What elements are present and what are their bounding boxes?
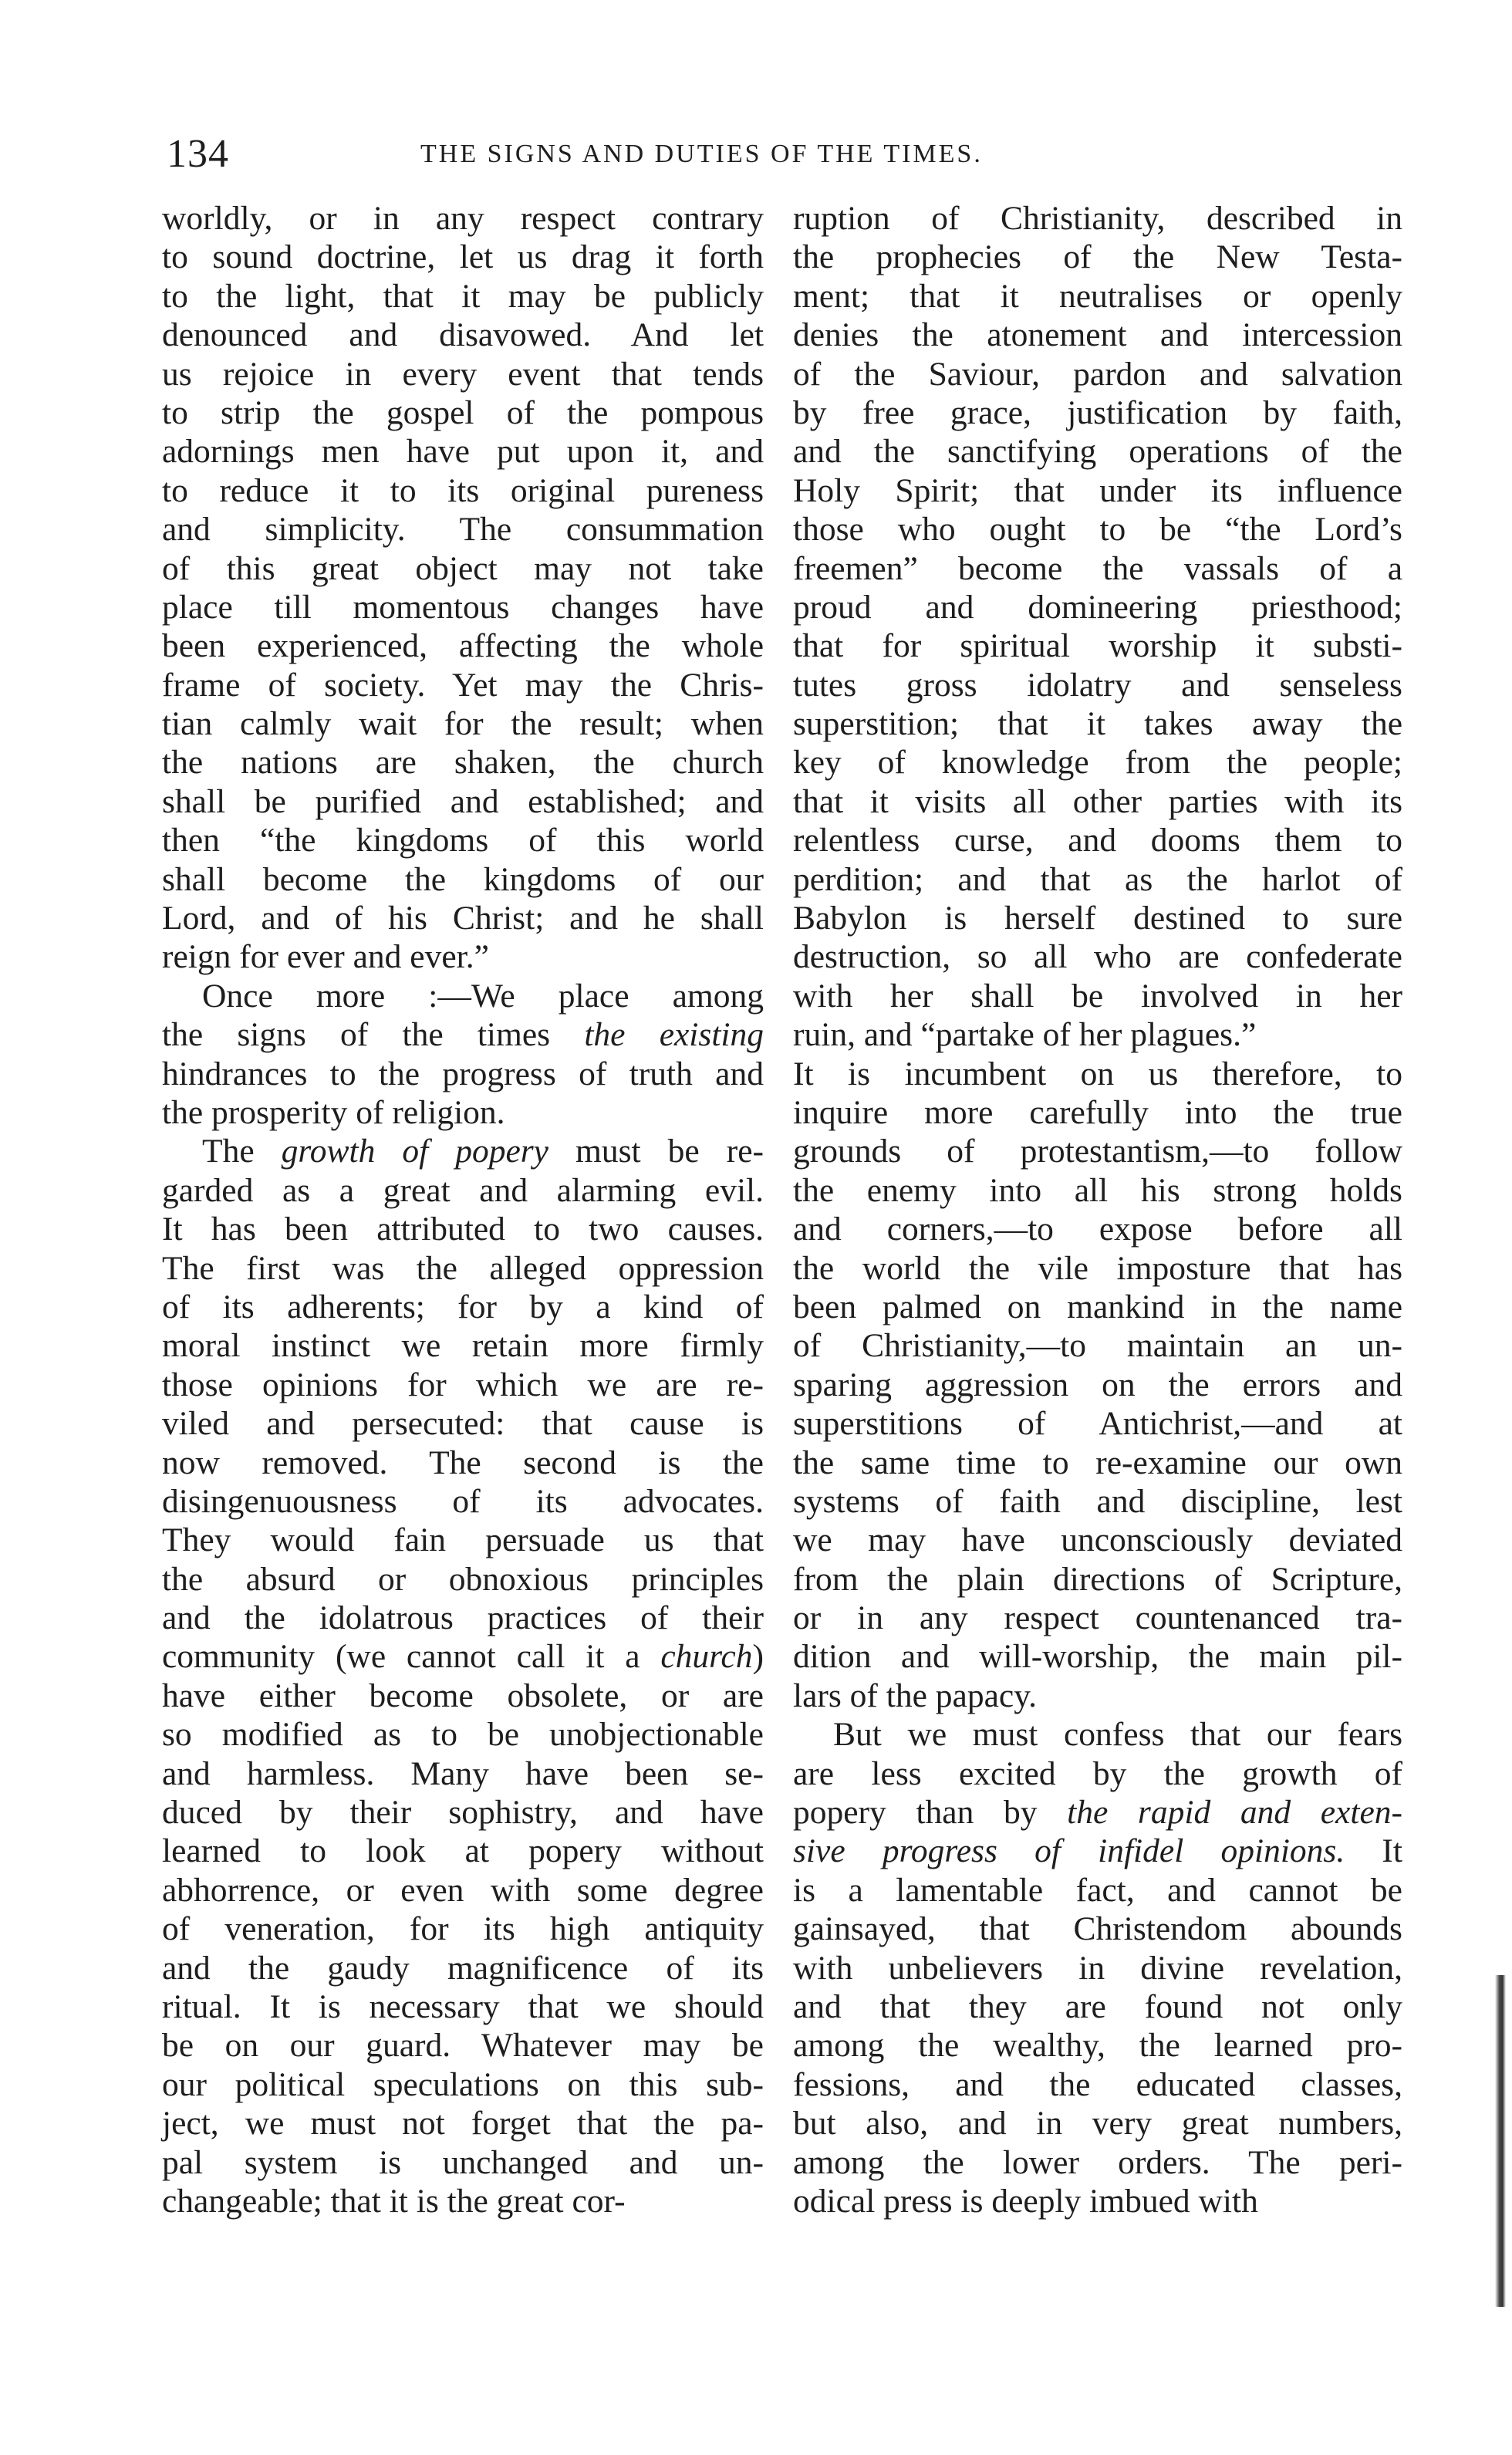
text-line xyxy=(162,1055,764,1093)
text-run: of its adherents; for by a kind of xyxy=(162,1288,764,1325)
text-line xyxy=(162,199,764,238)
text-line xyxy=(793,1444,1402,1482)
text-run: and harmless. Many have been se- xyxy=(162,1754,764,1792)
text-run: tian calmly wait for the result; when xyxy=(162,705,764,743)
text-run: the enemy into all his strong holds xyxy=(793,1171,1402,1209)
text-run: proud and domineering priesthood; xyxy=(793,588,1402,626)
text-run: garded as a great and alarming evil. xyxy=(162,1171,764,1209)
text-run: gainsayed, that Christendom abounds xyxy=(793,1910,1402,1948)
text-run: must be re- xyxy=(548,1133,764,1170)
text-line xyxy=(793,1832,1402,1870)
text-run: It xyxy=(1345,1832,1402,1870)
text-line xyxy=(793,1987,1402,2026)
text-line xyxy=(793,238,1402,276)
text-line xyxy=(793,316,1402,354)
text-run: shall be purified and established; and xyxy=(162,782,764,820)
text-line xyxy=(793,704,1402,743)
text-run: denies the atonement and intercession xyxy=(793,316,1402,354)
text-line xyxy=(162,1754,764,1793)
text-run: our political speculations on this sub- xyxy=(162,2065,764,2103)
text-line xyxy=(162,743,764,782)
text-line xyxy=(793,1754,1402,1793)
text-run: to sound doctrine, let us drag it forth xyxy=(162,238,764,276)
text-line xyxy=(793,1871,1402,1910)
text-run: to the light, that it may be publicly xyxy=(162,277,764,315)
text-line xyxy=(162,1444,764,1482)
text-run: But we must confess that our fears xyxy=(833,1716,1402,1754)
text-line xyxy=(793,549,1402,588)
text-run: and the idolatrous practices of their xyxy=(162,1599,764,1637)
text-line xyxy=(162,2143,764,2182)
text-run: of this great object may not take xyxy=(162,549,764,587)
text-run: to reduce it to its original pureness xyxy=(162,471,764,509)
text-run: then “the kingdoms of this world xyxy=(162,822,764,859)
italic-text: sive progress of infidel opinions. xyxy=(793,1832,1345,1870)
text-run: The xyxy=(202,1133,282,1170)
text-run: among the wealthy, the learned pro- xyxy=(793,2027,1402,2065)
text-line xyxy=(162,1366,764,1404)
text-run: place till momentous changes have xyxy=(162,588,764,626)
text-line xyxy=(162,432,764,471)
text-run: of veneration, for its high antiquity xyxy=(162,1910,764,1948)
italic-text: the existing xyxy=(584,1016,764,1054)
text-run: those who ought to be “the Lord’s xyxy=(793,511,1402,549)
text-line xyxy=(793,1949,1402,1987)
text-run: of the Saviour, pardon and salvation xyxy=(793,355,1402,393)
text-run: and the gaudy magnificence of its xyxy=(162,1949,764,1987)
text-run: duced by their sophistry, and have xyxy=(162,1794,764,1832)
text-line xyxy=(162,1171,764,1210)
text-run: the prophecies of the New Testa- xyxy=(793,238,1402,276)
text-line xyxy=(162,1793,764,1832)
text-line xyxy=(793,977,1402,1015)
text-line xyxy=(793,1793,1402,1832)
text-run: been experienced, affecting the whole xyxy=(162,627,764,665)
text-run: ritual. It is necessary that we should xyxy=(162,1987,764,2025)
text-run: with unbelievers in divine revelation, xyxy=(793,1949,1402,1987)
text-line xyxy=(793,899,1402,937)
text-line xyxy=(162,1987,764,2026)
text-run: Lord, and of his Christ; and he shall xyxy=(162,900,764,937)
text-run: viled and persecuted: that cause is xyxy=(162,1405,764,1443)
text-run: of Christianity,—to maintain an un- xyxy=(793,1327,1402,1365)
text-run: denounced and disavowed. And let xyxy=(162,316,764,354)
text-line xyxy=(162,1326,764,1365)
text-run: sparing aggression on the errors and xyxy=(793,1366,1402,1403)
text-line xyxy=(162,393,764,432)
text-line xyxy=(162,1871,764,1910)
text-line xyxy=(162,704,764,743)
text-line xyxy=(793,471,1402,510)
text-run: hindrances to the progress of truth and xyxy=(162,1055,764,1092)
text-line xyxy=(162,1949,764,1987)
text-run: frame of society. Yet may the Chris- xyxy=(162,666,764,704)
text-run: ject, we must not forget that the pa- xyxy=(162,2105,764,2143)
text-run: from the plain directions of Scripture, xyxy=(793,1560,1402,1598)
text-line xyxy=(793,743,1402,782)
left-text-column xyxy=(162,199,764,2220)
text-line xyxy=(162,1404,764,1443)
text-line xyxy=(162,2182,764,2220)
text-line xyxy=(793,1093,1402,1132)
text-run: worldly, or in any respect contrary xyxy=(162,200,764,237)
text-line xyxy=(162,937,764,976)
text-line xyxy=(162,782,764,821)
text-run: superstitions of Antichrist,—and at xyxy=(793,1405,1402,1443)
text-run: to strip the gospel of the pompous xyxy=(162,393,764,431)
text-line xyxy=(162,1910,764,1948)
text-run: disingenuousness of its advocates. xyxy=(162,1482,764,1520)
text-line xyxy=(162,626,764,665)
text-line xyxy=(793,1910,1402,1948)
text-run: They would fain persuade us that xyxy=(162,1521,764,1559)
text-run: ruption of Christianity, described in xyxy=(793,200,1402,237)
right-text-column xyxy=(793,199,1402,2220)
text-run: and simplicity. The consummation xyxy=(162,511,764,549)
running-head: THE SIGNS AND DUTIES OF THE TIMES. xyxy=(420,140,983,168)
text-line xyxy=(793,937,1402,976)
text-run: destruction, so all who are confederate xyxy=(793,938,1402,976)
text-run: and corners,—to expose before all xyxy=(793,1211,1402,1248)
text-line xyxy=(793,432,1402,471)
text-run: Once more :—We place among xyxy=(202,977,764,1015)
text-run: freemen” become the vassals of a xyxy=(793,549,1402,587)
text-line xyxy=(162,666,764,704)
binding-edge-shadow xyxy=(1495,1975,1506,2307)
text-run: the world the vile imposture that has xyxy=(793,1249,1402,1287)
text-run: reign for ever and ever.” xyxy=(162,938,489,976)
text-line xyxy=(162,1015,764,1054)
text-line xyxy=(793,1015,1402,1054)
text-line xyxy=(793,1132,1402,1170)
text-line xyxy=(162,471,764,510)
text-line xyxy=(793,1171,1402,1210)
text-line xyxy=(162,1832,764,1870)
text-run: It is incumbent on us therefore, to xyxy=(793,1055,1402,1092)
text-run: that it visits all other parties with its xyxy=(793,782,1402,820)
text-run: are less excited by the growth of xyxy=(793,1754,1402,1792)
text-line xyxy=(793,1404,1402,1443)
text-run: by free grace, justification by faith, xyxy=(793,393,1402,431)
text-line xyxy=(793,1326,1402,1365)
text-run: tutes gross idolatry and senseless xyxy=(793,666,1402,704)
text-line xyxy=(793,1560,1402,1599)
text-run: among the lower orders. The peri- xyxy=(793,2143,1402,2181)
text-line xyxy=(793,2104,1402,2143)
italic-text: growth of popery xyxy=(281,1133,548,1170)
text-line xyxy=(793,1482,1402,1521)
text-run: learned to look at popery without xyxy=(162,1832,764,1870)
text-line xyxy=(162,1560,764,1599)
text-line xyxy=(162,510,764,549)
text-run: and the sanctifying operations of the xyxy=(793,433,1402,471)
text-line xyxy=(793,588,1402,626)
text-run: community (we cannot call it a xyxy=(162,1638,661,1676)
text-run: key of knowledge from the people; xyxy=(793,744,1402,782)
text-run: but also, and in very great numbers, xyxy=(793,2105,1402,2143)
text-run: or in any respect countenanced tra- xyxy=(793,1599,1402,1637)
text-line xyxy=(162,899,764,937)
text-line xyxy=(162,355,764,393)
text-run: we may have unconsciously deviated xyxy=(793,1521,1402,1559)
text-line xyxy=(793,199,1402,238)
text-run: ment; that it neutralises or openly xyxy=(793,277,1402,315)
text-run: grounds of protestantism,—to follow xyxy=(793,1133,1402,1170)
text-line xyxy=(793,666,1402,704)
text-line xyxy=(793,2026,1402,2065)
text-line xyxy=(162,977,764,1015)
text-line xyxy=(793,1366,1402,1404)
text-line xyxy=(162,821,764,859)
text-line xyxy=(793,355,1402,393)
text-line xyxy=(793,1249,1402,1288)
text-run: changeable; that it is the great cor- xyxy=(162,2182,626,2220)
text-run: been palmed on mankind in the name xyxy=(793,1288,1402,1325)
italic-text: church xyxy=(660,1638,753,1676)
text-run: and that they are found not only xyxy=(793,1987,1402,2025)
text-run: inquire more carefully into the true xyxy=(793,1093,1402,1131)
text-line xyxy=(793,393,1402,432)
text-run: adornings men have put upon it, and xyxy=(162,433,764,471)
text-line xyxy=(162,277,764,316)
text-run: that for spiritual worship it substi- xyxy=(793,627,1402,665)
text-line xyxy=(162,1249,764,1288)
text-line xyxy=(793,1599,1402,1637)
text-run: be on our guard. Whatever may be xyxy=(162,2027,764,2065)
text-run: is a lamentable fact, and cannot be xyxy=(793,1871,1402,1909)
text-line xyxy=(793,1521,1402,1559)
text-line xyxy=(162,549,764,588)
text-line xyxy=(793,860,1402,899)
text-run: relentless curse, and dooms them to xyxy=(793,822,1402,859)
text-line xyxy=(793,1210,1402,1248)
text-line xyxy=(793,1715,1402,1754)
text-run: ruin, and “partake of her plagues.” xyxy=(793,1016,1257,1054)
text-line xyxy=(162,1521,764,1559)
text-run: abhorrence, or even with some degree xyxy=(162,1871,764,1909)
text-line xyxy=(793,2143,1402,2182)
text-run: moral instinct we retain more firmly xyxy=(162,1327,764,1365)
text-line xyxy=(162,588,764,626)
text-line xyxy=(162,1210,764,1248)
text-line xyxy=(162,1288,764,1326)
text-run: with her shall be involved in her xyxy=(793,977,1402,1015)
text-run: systems of faith and discipline, lest xyxy=(793,1482,1402,1520)
text-run: odical press is deeply imbued with xyxy=(793,2182,1258,2220)
text-line xyxy=(162,1599,764,1637)
text-line xyxy=(793,1055,1402,1093)
text-line xyxy=(793,1288,1402,1326)
text-line xyxy=(162,2065,764,2104)
text-run: superstition; that it takes away the xyxy=(793,705,1402,743)
text-run: now removed. The second is the xyxy=(162,1444,764,1481)
text-line xyxy=(162,1482,764,1521)
text-run: It has been attributed to two causes. xyxy=(162,1211,764,1248)
text-line xyxy=(793,1637,1402,1676)
text-run: have either become obsolete, or are xyxy=(162,1677,764,1714)
text-line xyxy=(793,626,1402,665)
text-line xyxy=(162,1637,764,1676)
text-run: the same time to re-examine our own xyxy=(793,1444,1402,1481)
text-line xyxy=(162,2026,764,2065)
text-line xyxy=(793,510,1402,549)
text-line xyxy=(793,1677,1402,1715)
italic-text: the rapid and exten- xyxy=(1067,1794,1402,1832)
text-line xyxy=(162,1715,764,1754)
text-line xyxy=(162,860,764,899)
text-run: The first was the alleged oppression xyxy=(162,1249,764,1287)
text-run: the prosperity of religion. xyxy=(162,1093,505,1131)
page-number: 134 xyxy=(167,132,229,176)
text-line xyxy=(162,238,764,276)
text-line xyxy=(162,316,764,354)
text-line xyxy=(162,1677,764,1715)
text-run: perdition; and that as the harlot of xyxy=(793,860,1402,898)
text-run: Holy Spirit; that under its influence xyxy=(793,471,1402,509)
text-line xyxy=(793,2065,1402,2104)
text-line xyxy=(793,277,1402,316)
text-run: fessions, and the educated classes, xyxy=(793,2065,1402,2103)
text-line xyxy=(162,1093,764,1132)
text-run: the absurd or obnoxious principles xyxy=(162,1560,764,1598)
text-run: pal system is unchanged and un- xyxy=(162,2143,764,2181)
text-line xyxy=(793,821,1402,859)
text-run: popery than by xyxy=(793,1794,1068,1832)
text-run: ) xyxy=(752,1638,764,1676)
text-run: the nations are shaken, the church xyxy=(162,744,764,782)
text-run: shall become the kingdoms of our xyxy=(162,860,764,898)
text-line xyxy=(162,1132,764,1170)
text-run: Babylon is herself destined to sure xyxy=(793,900,1402,937)
text-run: dition and will-worship, the main pil- xyxy=(793,1638,1402,1676)
text-line xyxy=(162,2104,764,2143)
text-run: us rejoice in every event that tends xyxy=(162,355,764,393)
text-run: so modified as to be unobjectionable xyxy=(162,1716,764,1754)
text-run: lars of the papacy. xyxy=(793,1677,1038,1714)
text-run: those opinions for which we are re- xyxy=(162,1366,764,1403)
text-line xyxy=(793,2182,1402,2220)
text-run: the signs of the times xyxy=(162,1016,585,1054)
text-line xyxy=(793,782,1402,821)
